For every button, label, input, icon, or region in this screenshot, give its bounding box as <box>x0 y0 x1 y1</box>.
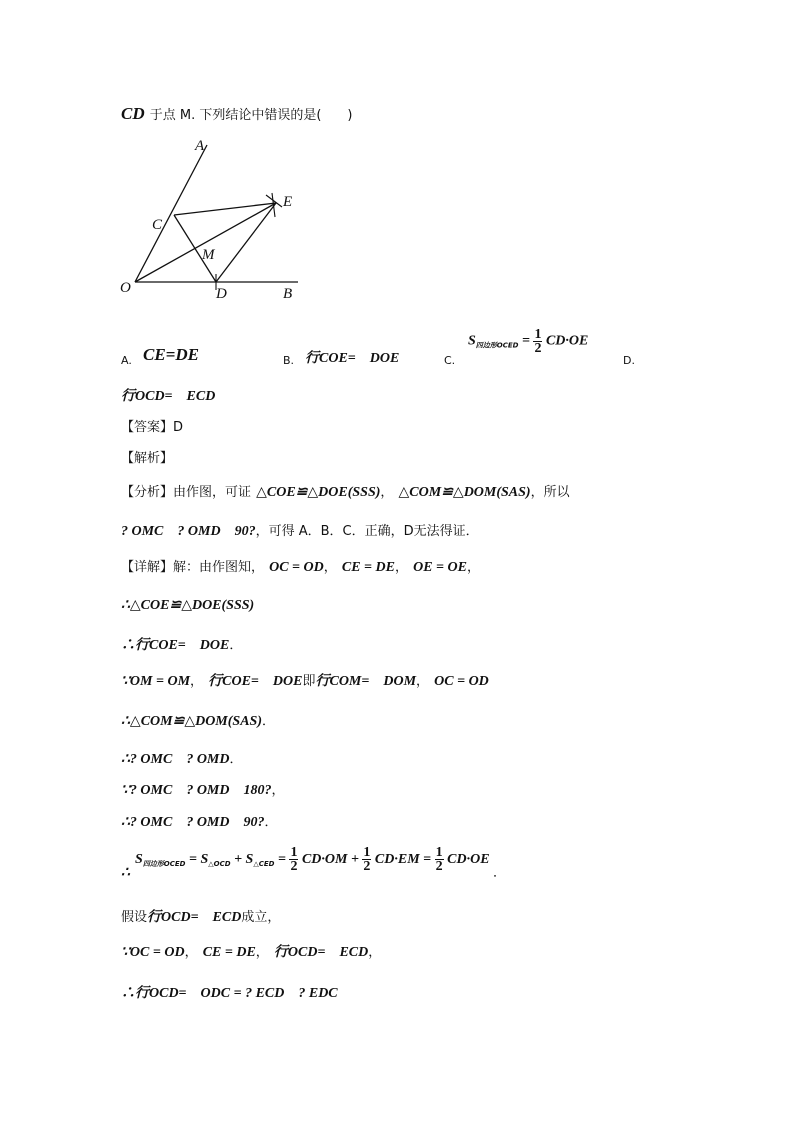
option-d-expr: 行OCD= ECD <box>121 389 216 404</box>
analysis-line-1: 【分析】由作图，可证 △COE≌△DOE(SSS)， △COM≌△DOM(SAS)，所以 <box>121 485 570 500</box>
step-5: ∴? OMC ? OMD． <box>121 752 243 767</box>
step-6: ∵? OMC ? OMD 180?， <box>121 783 285 798</box>
step-7: ∴? OMC ? OMD 90?． <box>121 815 278 830</box>
segment-DE <box>216 203 276 282</box>
step-1: ∴△COE≌△DOE(SSS) <box>121 598 255 613</box>
label-A: A <box>195 138 205 154</box>
step-11: ∴行OCD= ODC = ? ECD ? EDC <box>121 986 338 1001</box>
step-9: 假设行OCD= ECD成立， <box>121 910 281 925</box>
step-4: ∴△COM≌△DOM(SAS)． <box>121 714 276 729</box>
option-b-expr: 行COE= DOE <box>305 351 400 366</box>
cd-expr: CD <box>121 104 145 123</box>
option-c-label: C. <box>444 354 456 367</box>
label-D: D <box>216 286 227 302</box>
detail-line: 【详解】解：由作图知， OC = OD， CE = DE， OE = OE， <box>121 560 480 575</box>
step-10: ∵OC = OD， CE = DE， 行OCD= ECD， <box>121 945 382 960</box>
question-text: 于点 M. 下列结论中错误的是( ) <box>149 108 353 123</box>
label-M: M <box>202 247 215 263</box>
step-2: ∴行COE= DOE． <box>121 638 243 653</box>
geometry-figure <box>110 135 320 310</box>
analysis-line-2: ? OMC ? OMD 90?，可得 A．B．C．正确，D无法得证． <box>121 524 479 539</box>
label-O: O <box>120 280 131 296</box>
label-B: B <box>283 286 293 302</box>
option-b-label: B. <box>283 354 295 367</box>
step-3: ∵OM = OM， 行COE= DOE即行COM= DOM， OC = OD <box>121 674 489 689</box>
answer: 【答案】D <box>121 420 184 435</box>
option-d-label: D. <box>623 354 635 367</box>
segment-CE <box>174 203 276 215</box>
option-c-expr: $S_{四边形OCED}$ = $\frac{1}{2}$ CD·OE <box>468 327 589 356</box>
analysis-heading: 【解析】 <box>121 451 174 466</box>
option-a-label: A. <box>121 354 132 367</box>
question-tail <box>121 104 352 124</box>
label-C: C <box>152 217 163 233</box>
fraction-half: $\frac{1}{2}$ <box>534 327 542 356</box>
option-a-expr: CE=DE <box>143 345 199 364</box>
step-8: ∴ $S_{四边形OCED} = S_{\triangle OCD} + S_{\triangle CED}$ = $\frac{1}{2}$ CD·OM + $\frac{1}{2}$ CD·EM = $\frac{1}{2}$ CD·OE $_.$ <box>121 845 507 881</box>
label-E: E <box>283 194 293 210</box>
